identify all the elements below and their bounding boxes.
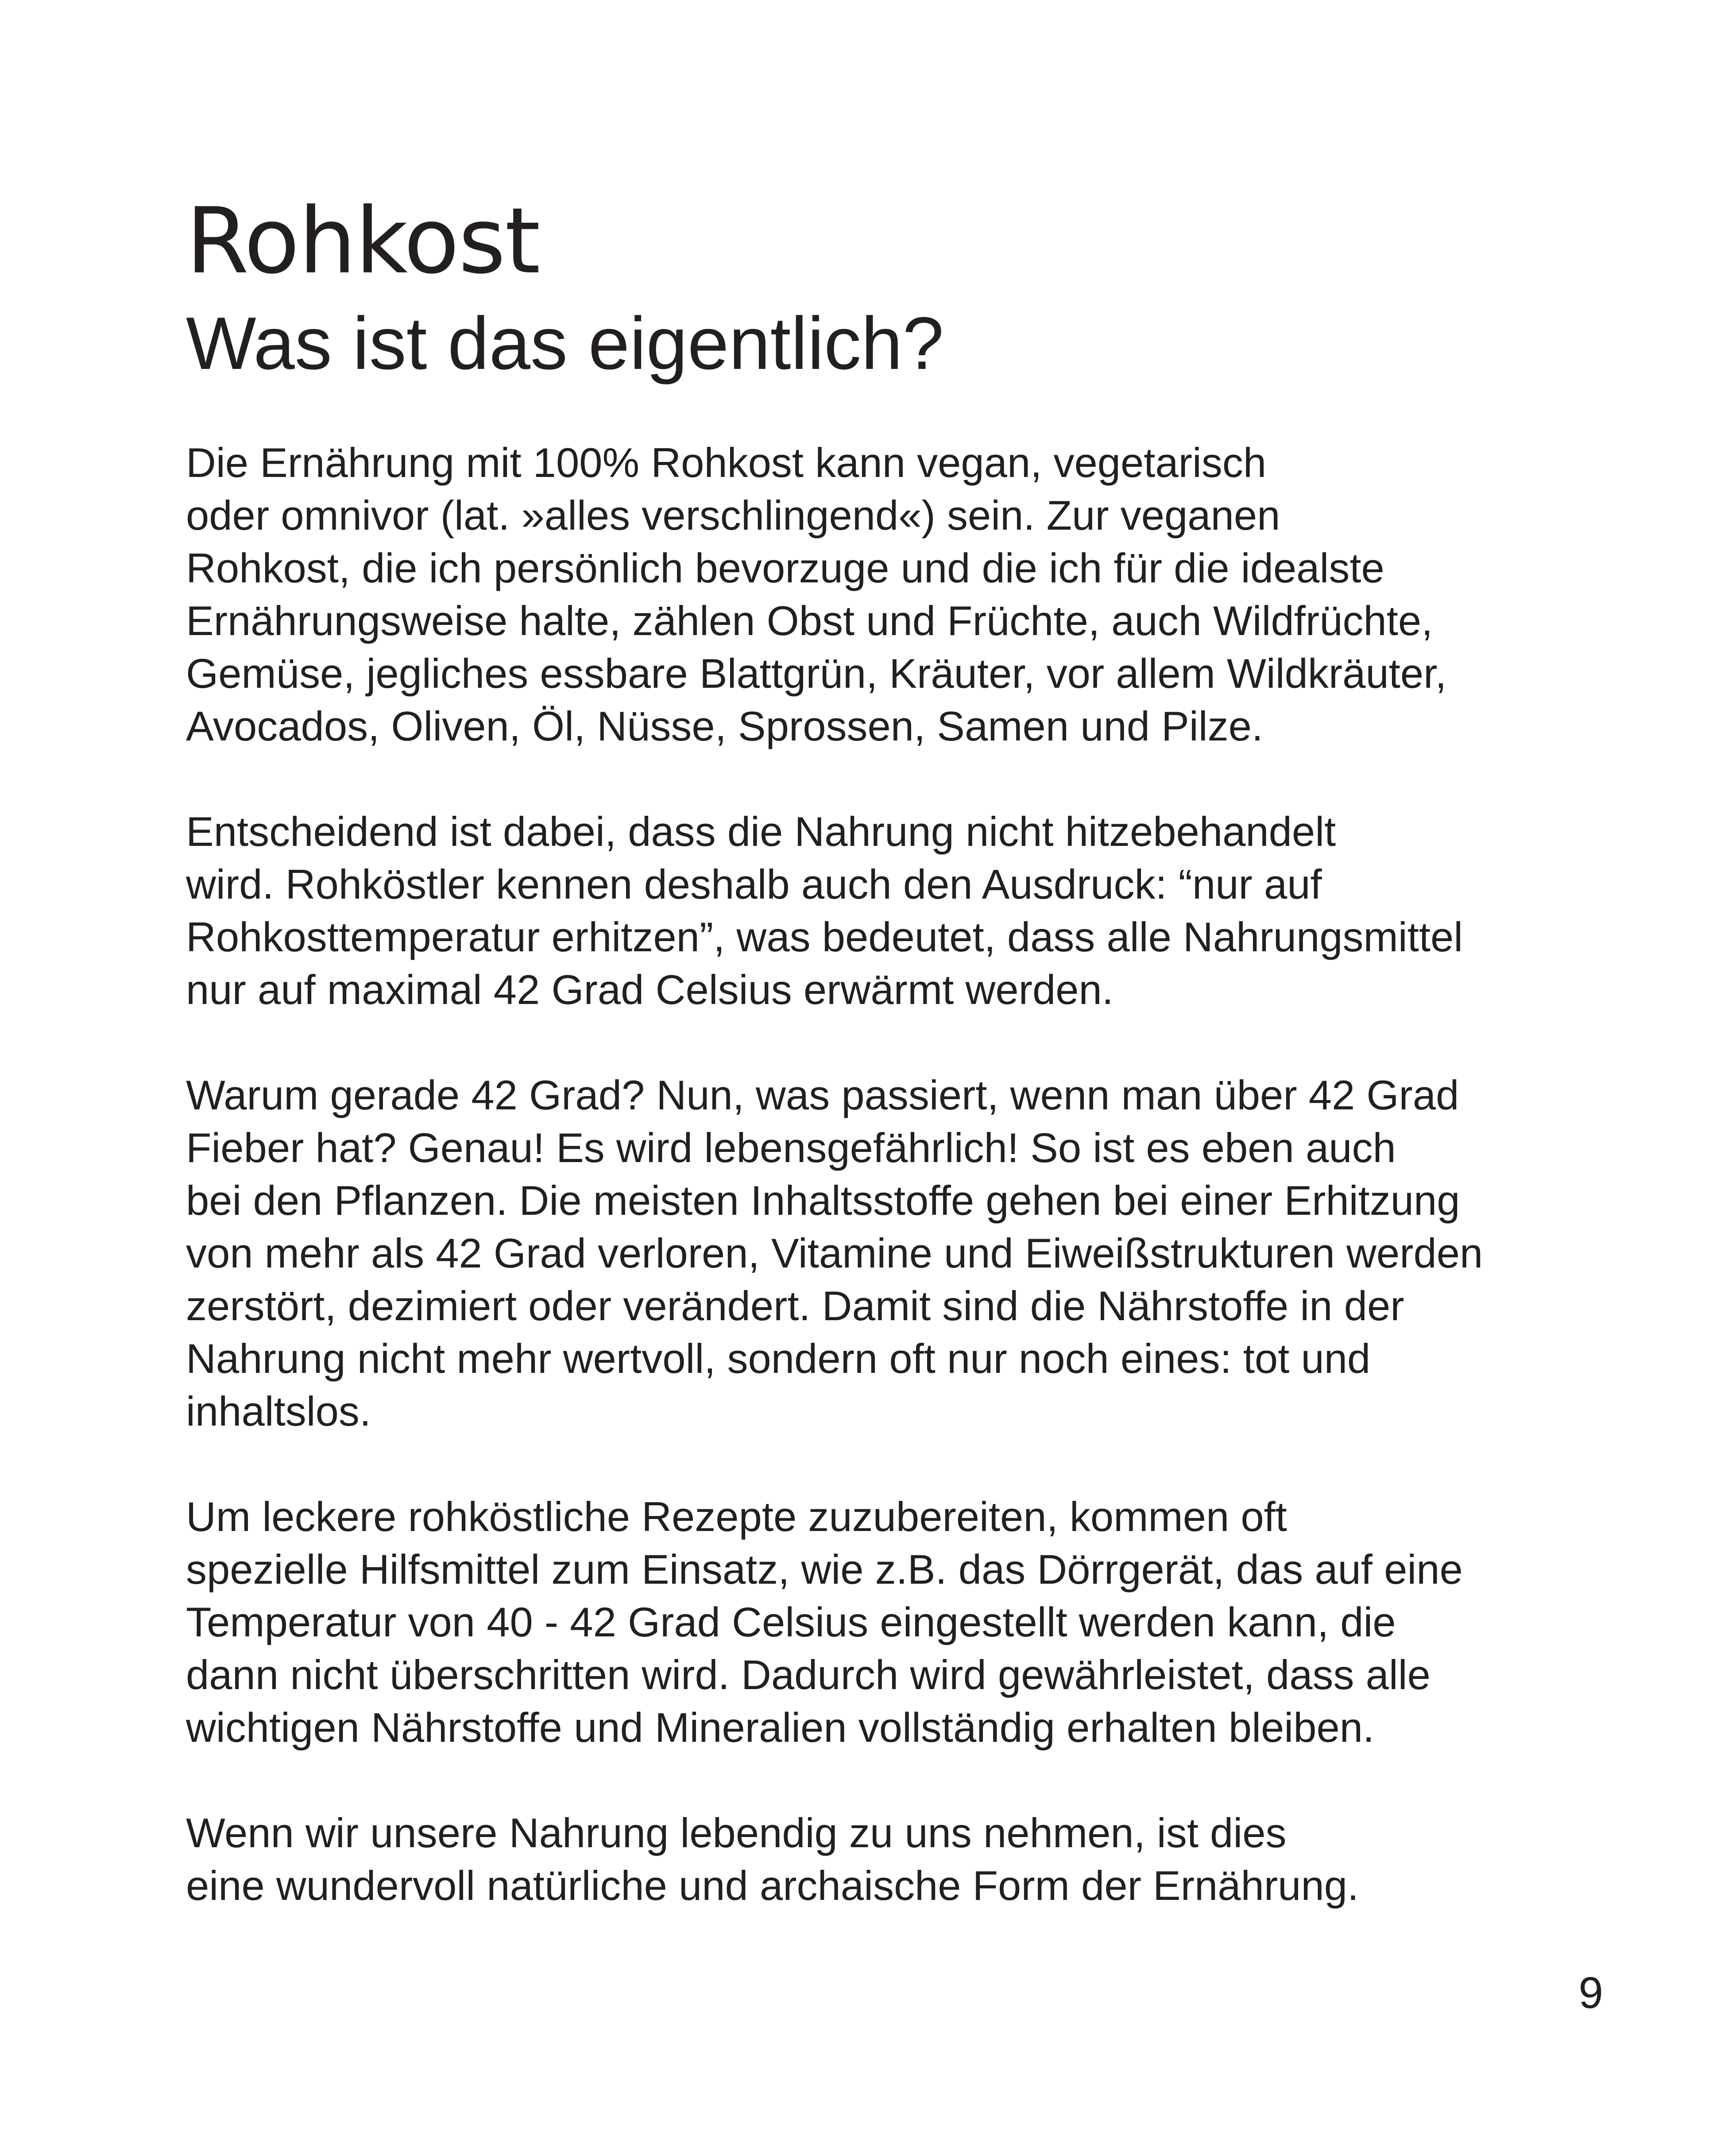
text-line: spezielle Hilfsmittel zum Einsatz, wie z.B. das Dörrgerät, das auf eine [186,1546,1463,1593]
text-line: von mehr als 42 Grad verloren, Vitamine und Eiweißstrukturen werden [186,1230,1483,1276]
text-line: Warum gerade 42 Grad? Nun, was passiert, wenn man über 42 Grad [186,1072,1459,1118]
text-line: eine wundervoll natürliche und archaische Form der Ernährung. [186,1862,1359,1909]
text-line: inhaltslos. [186,1388,371,1434]
text-line: Rohkosttemperatur erhitzen”, was bedeutet, dass alle Nahrungsmittel [186,914,1463,960]
text-line: zerstört, dezimiert oder verändert. Damit sind die Nährstoffe in der [186,1283,1404,1329]
text-line: Temperatur von 40 - 42 Grad Celsius eingestellt werden kann, die [186,1599,1396,1645]
paragraph-2 [186,805,1558,1016]
body-text [186,436,1558,1965]
page-title: Rohkost [186,189,540,294]
text-line: Ernährungsweise halte, zählen Obst und Früchte, auch Wildfrüchte, [186,597,1433,644]
text-line: oder omnivor (lat. »alles verschlingend«) sein. Zur veganen [186,492,1280,539]
text-line: Rohkost, die ich persönlich bevorzuge und die ich für die idealste [186,545,1384,591]
page-subtitle: Was ist das eigentlich? [186,302,944,385]
paragraph-3 [186,1069,1558,1438]
text-line: Avocados, Oliven, Öl, Nüsse, Sprossen, Samen und Pilze. [186,703,1264,749]
text-line: bei den Pflanzen. Die meisten Inhaltsstoffe gehen bei einer Erhitzung [186,1177,1460,1224]
text-line: Gemüse, jegliches essbare Blattgrün, Kräuter, vor allem Wildkräuter, [186,650,1447,697]
page-number: 9 [1578,1968,1603,2018]
text-line: nur auf maximal 42 Grad Celsius erwärmt werden. [186,966,1114,1013]
text-line: Wenn wir unsere Nahrung lebendig zu uns nehmen, ist dies [186,1810,1287,1856]
paragraph-5 [186,1806,1558,1912]
text-line: Die Ernährung mit 100% Rohkost kann vegan, vegetarisch [186,439,1267,486]
paragraph-1 [186,436,1558,752]
text-line: wichtigen Nährstoffe und Mineralien vollständig erhalten bleiben. [186,1704,1375,1751]
text-line: wird. Rohköstler kennen deshalb auch den Ausdruck: “nur auf [186,861,1322,907]
text-line: Um leckere rohköstliche Rezepte zuzubereiten, kommen oft [186,1493,1287,1540]
text-line: Nahrung nicht mehr wertvoll, sondern oft nur noch eines: tot und [186,1335,1371,1382]
text-line: Entscheidend ist dabei, dass die Nahrung nicht hitzebehandelt [186,808,1336,855]
text-line: Fieber hat? Genau! Es wird lebensgefährlich! So ist es eben auch [186,1124,1396,1171]
text-line: dann nicht überschritten wird. Dadurch wird gewährleistet, dass alle [186,1651,1431,1698]
paragraph-4 [186,1490,1558,1754]
